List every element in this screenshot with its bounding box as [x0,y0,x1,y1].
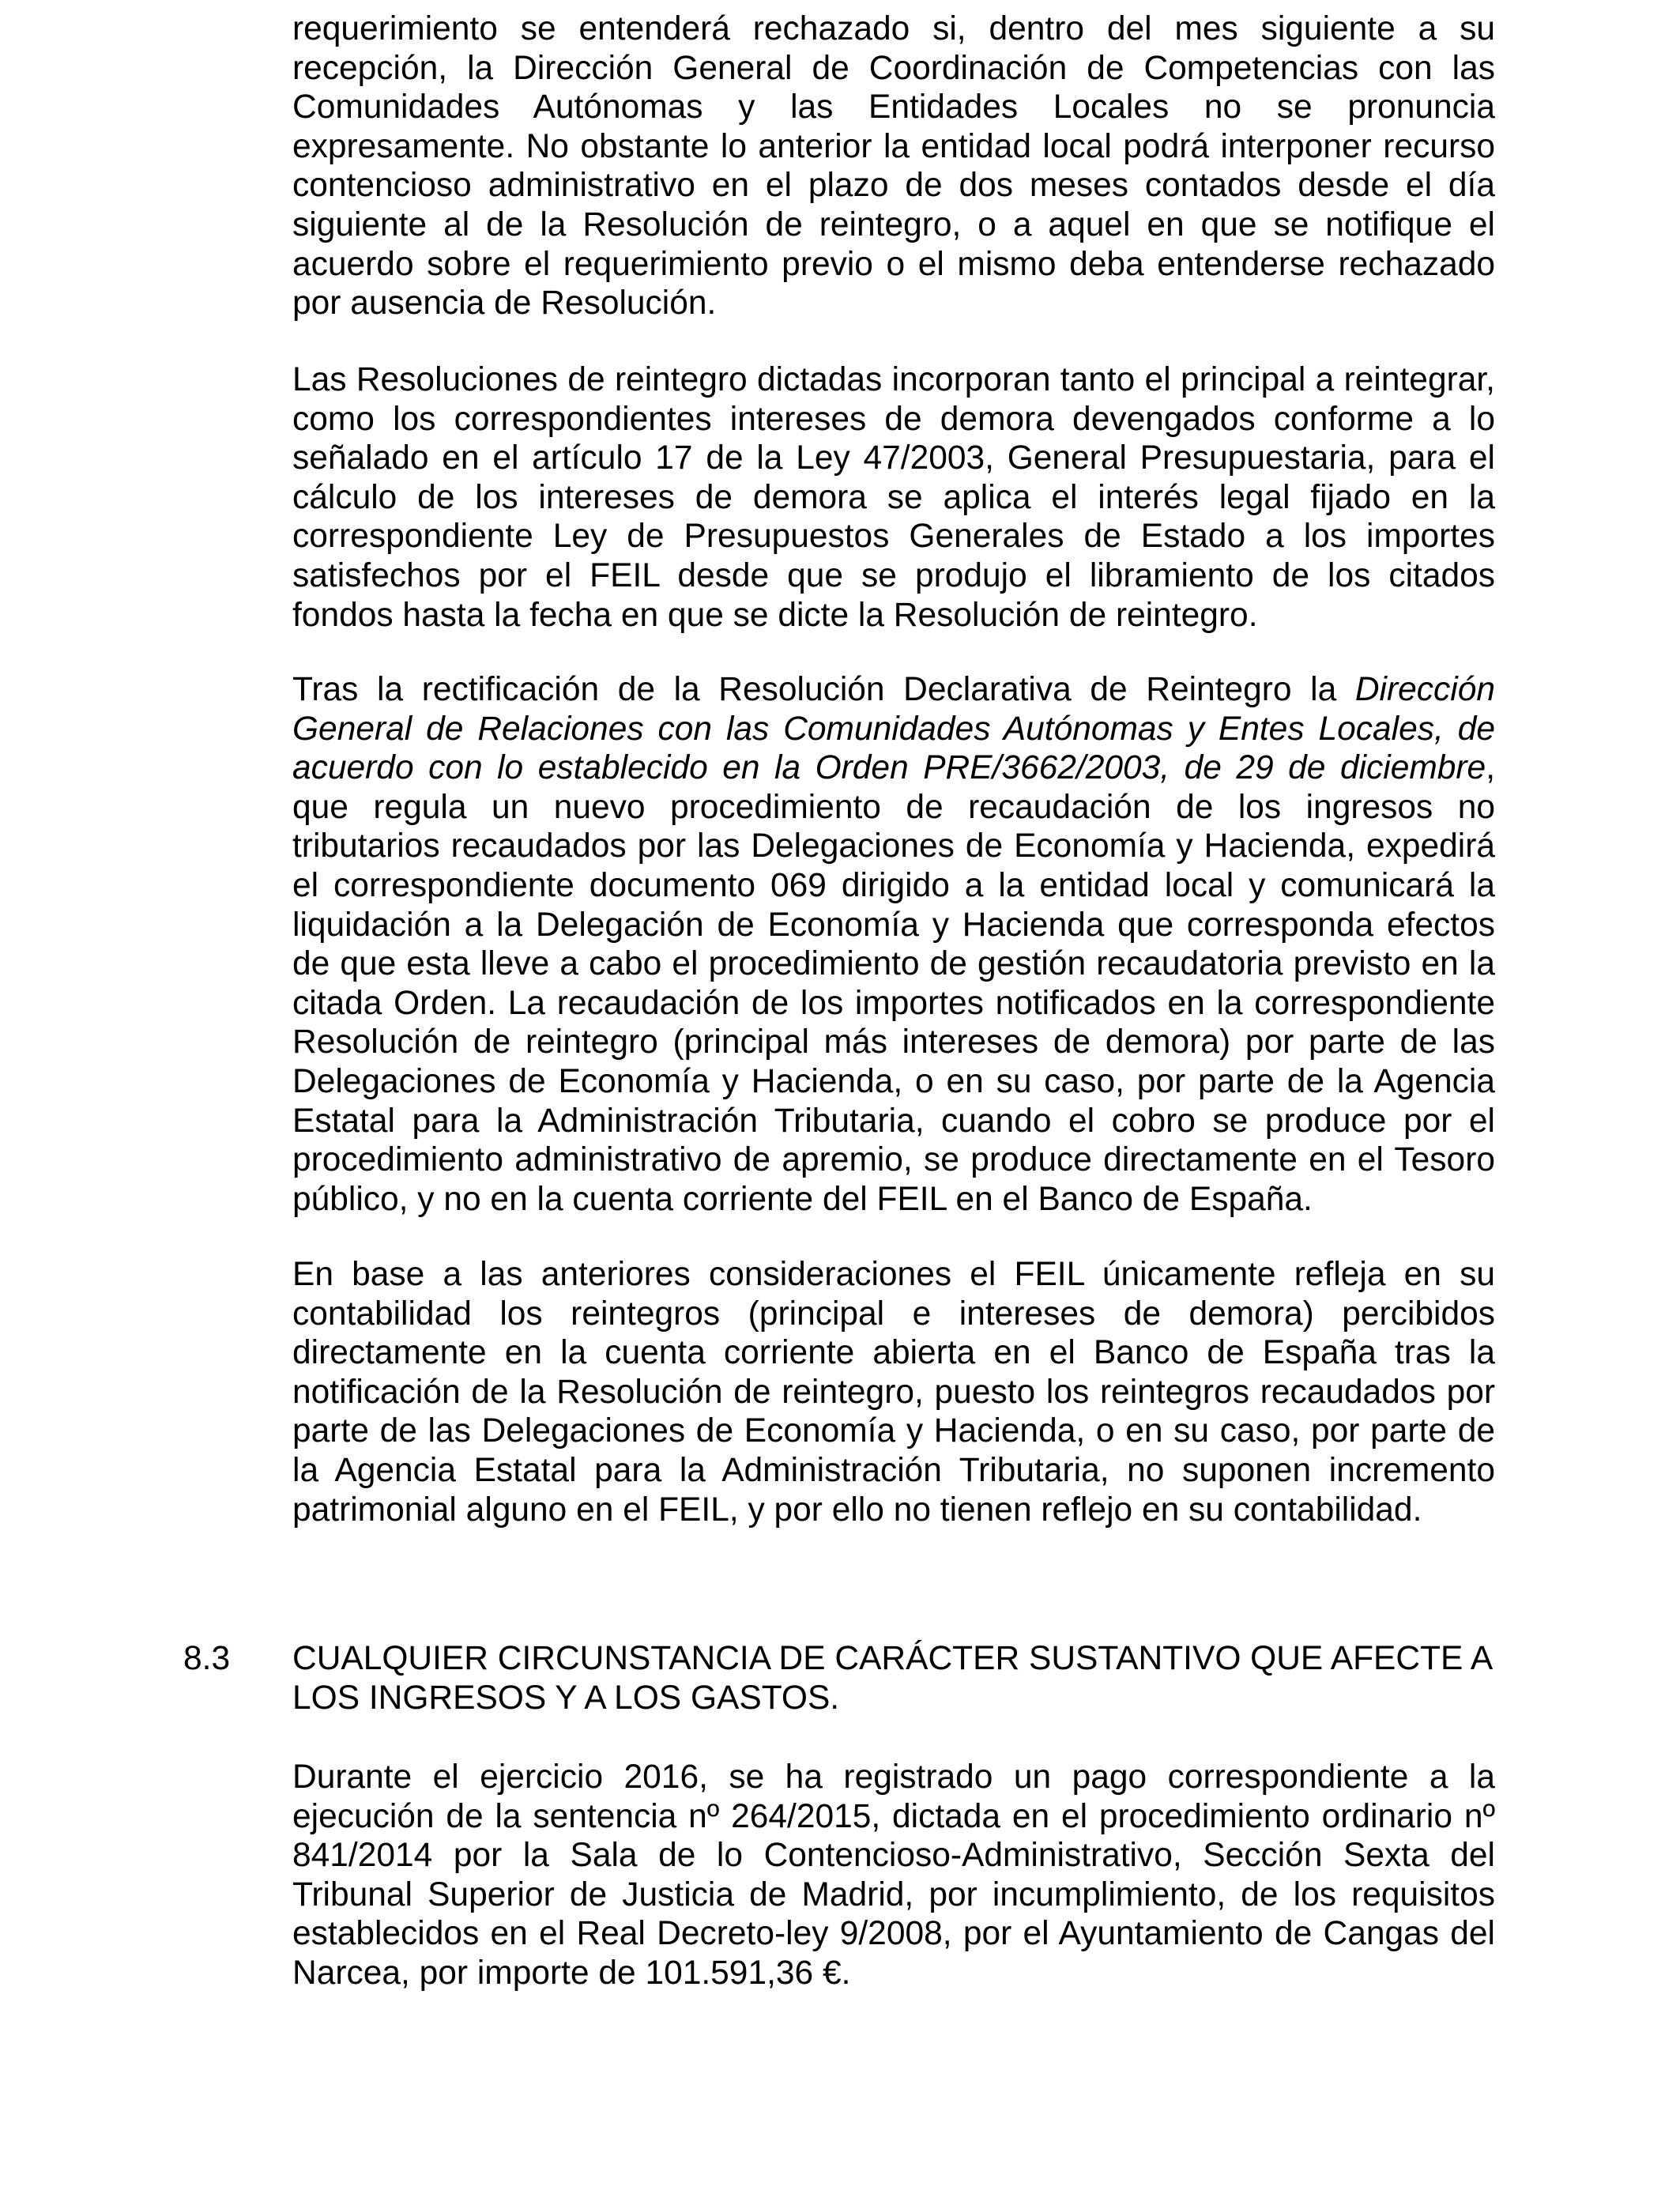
paragraph-resoluciones-reintegro: Las Resoluciones de reintegro dictadas incorporan tanto el principal a reintegrar, como los correspondientes intereses de demora devengados conforme a lo señalado en el artículo 17 de la Ley 47/2003, General Presupuestaria, para el cálculo de los intereses de demora se aplica el interés legal fijado en la correspondiente Ley de Presupuestos Generales de Estado a los importes satisfechos por el FEIL desde que se produjo el libramiento de los citados fondos hasta la fecha en que se dicte la Resolución de reintegro. [292,361,1495,634]
paragraph-rectificacion-italic: Dirección General de Relaciones con las Comunidades Autónomas y Entes Locales, de acuerdo con lo establecido en la Orden PRE/3662/2003, de 29 de diciembre [292,671,1495,787]
paragraph-ejercicio-2016: Durante el ejercicio 2016, se ha registrado un pago correspondiente a la ejecución de la sentencia nº 264/2015, dictada en el procedimiento ordinario nº 841/2014 por la Sala de lo Contencioso-Administrativo, Sección Sexta del Tribunal Superior de Justicia de Madrid, por incumplimiento, de los requisitos establecidos en el Real Decreto-ley 9/2008, por el Ayuntamiento de Cangas del Narcea, por importe de 101.591,36 €. [292,1759,1495,1992]
paragraph-consideraciones: En base a las anteriores consideraciones el FEIL únicamente refleja en su contabilidad los reintegros (principal e intereses de demora) percibidos directamente en la cuenta corriente abierta en el Banco de España tras la notificación de la Resolución de reintegro, puesto los reintegros recaudados por parte de las Delegaciones de Economía y Hacienda, o en su caso, por parte de la Agencia Estatal para la Administración Tributaria, no suponen incremento patrimonial alguno en el FEIL, y por ello no tienen reflejo en su contabilidad. [292,1256,1495,1529]
section-number: 8.3 [183,1640,231,1677]
section-heading: CUALQUIER CIRCUNSTANCIA DE CARÁCTER SUSTANTIVO QUE AFECTE A LOS INGRESOS Y A LOS GASTOS. [292,1640,1491,1717]
paragraph-rectificacion-intro: Tras la rectificación de la Resolución Declarativa de Reintegro la [292,671,1337,708]
paragraph-rectificacion [292,670,1495,1219]
paragraph-rectificacion-rest: , que regula un nuevo procedimiento de recaudación de los ingresos no tributarios recaudados por las Delegaciones de Economía y Hacienda, expedirá el correspondiente documento 069 dirigido a la entidad local y comunicará la liquidación a la Delegación de Economía y Hacienda que corresponda efectos de que esta lleve a cabo el procedimiento de gestión recaudatoria previsto en la citada Orden. La recaudación de los importes notificados en la correspondiente Resolución de reintegro (principal más intereses de demora) por parte de las Delegaciones de Economía y Hacienda, o en su caso, por parte de la Agencia Estatal para la Administración Tributaria, cuando el cobro se produce por el procedimiento administrativo de apremio, se produce directamente en el Tesoro público, y no en la cuenta corriente del FEIL en el Banco de España. [292,749,1495,1218]
paragraph-requerimiento: requerimiento se entenderá rechazado si, dentro del mes siguiente a su recepción, la Dirección General de Coordinación de Competencias con las Comunidades Autónomas y las Entidades Locales no se pronuncia expresamente. No obstante lo anterior la entidad local podrá interponer recurso contencioso administrativo en el plazo de dos meses contados desde el día siguiente al de la Resolución de reintegro, o a aquel en que se notifique el acuerdo sobre el requerimiento previo o el mismo deba entenderse rechazado por ausencia de Resolución. [292,10,1495,322]
